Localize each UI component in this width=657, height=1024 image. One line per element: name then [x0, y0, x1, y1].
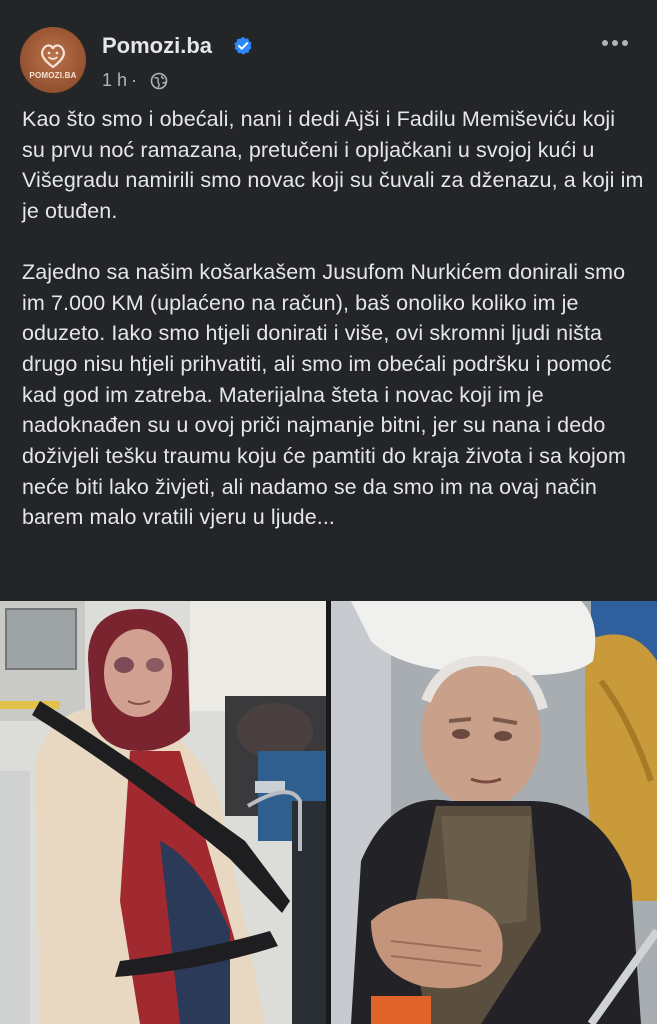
post-paragraph: Zajedno sa našim košarkašem Jusufom Nurkićem donirali smo im 7.000 KM (uplaćeno na račun), baš onoliko koliko im je oduzeto. Iako smo htjeli donirati i više, ovi skromni ljudi ništa drugo nisu htjeli prihvatiti, ali smo im obećali podršku i pomoć kad god im zatreba. Materijalna šteta i novac koji im je nadoknađen su u ovoj priči najmanje bitni, jer su nana i dedo doživjeli tešku traumu koju će pamtiti do kraja života i sa kojom neće biti lako živjeti, ali nadamo se da smo im na ovaj način barem malo vratili vjeru u ljude...	[22, 259, 626, 530]
globe-icon[interactable]	[150, 72, 168, 90]
page-avatar[interactable]	[20, 27, 86, 93]
page-name-link[interactable]: Pomozi.ba	[102, 33, 213, 58]
post-header	[0, 0, 657, 100]
more-dot	[612, 40, 618, 46]
photo-woman-illustration	[0, 601, 326, 1024]
post-body	[22, 104, 644, 533]
heart-logo-icon	[20, 27, 86, 93]
avatar-brand-text: POMOZI.BA	[29, 71, 77, 80]
verified-badge-icon	[233, 36, 253, 56]
more-options-icon[interactable]	[600, 34, 640, 54]
photo-elderly-woman[interactable]	[0, 601, 326, 1024]
more-dot	[602, 40, 608, 46]
photo-man-illustration	[331, 601, 657, 1024]
post-timestamp[interactable]: 1 h	[102, 70, 128, 90]
post-meta	[102, 70, 141, 91]
post-paragraph: Kao što smo i obećali, nani i dedi Ajši i Fadilu Memiševiću koji su prvu noć ramazana, pretučeni i opljačkani u svojoj kući u Višegradu namirili smo novac koji su čuvali za dženazu, a koji im je otuđen.	[22, 107, 644, 224]
post-photo-grid	[0, 601, 657, 1024]
more-dot	[622, 40, 628, 46]
meta-separator: ·	[131, 70, 138, 90]
photo-elderly-man[interactable]	[331, 601, 657, 1024]
